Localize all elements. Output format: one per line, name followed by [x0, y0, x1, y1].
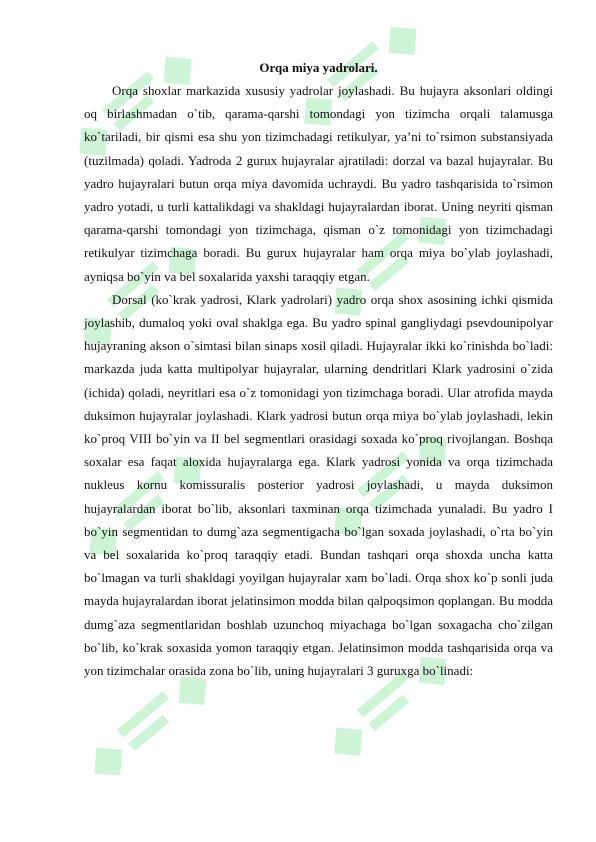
document-title: Orqa miya yadrolari. [259, 60, 378, 75]
paragraph-1: Orqa shoxlar markazida xususiy yadrolar joylashadi. Bu hujayra aksonlari oldingi oq birlashmadan o`tib, qarama-qarshi tomondagi yon tizimcha orqali talamusga ko`tariladi, bir qismi esa shu yon tizimchadagi retikulyar, ya’ni to`rsimon substansiyada (tuzilmada) qoladi. Yadroda 2 gurux hujayralar ajratiladi: dorzal va bazal hujayralar. Bu yadro hujayralari butun orqa miya davomida uchraydi. Bu yadro tashqarisida to`rsimon yadro yotadi, u turli kattalikdagi va shakldagi hujayralardan iborat. Uning neyriti qisman qarama-qarshi tomondagi yon tizimchaga, qisman o`z tomonidagi yon tizimchadagi retikulyar tizimchaga boradi. Bu gurux hujayralar ham orqa miya bo`ylab joylashadi, ayniqsa bo`yin va bel soxalarida yaxshi taraqqiy etgan. [84, 83, 553, 284]
document-body [84, 56, 553, 682]
paragraph-2: Dorsal (ko`krak yadrosi, Klark yadrolari) yadro orqa shox asosining ichki qismida joylashib, dumaloq yoki oval shaklga ega. Bu yadro spinal gangliydagi psevdounipolyar hujayraning akson o`simtasi bilan sinaps xosil qiladi. Hujayralar ikki ko`rinishda bo`ladi: markazda juda katta multipolyar hujayralar, ularning dendritlari Klark yadrosini o`zida (ichida) qoladi, neyritlari esa o`z tomonidagi yon tizimchaga boradi. Ular atrofida mayda duksimon hujayralar joylashadi. Klark yadrosi butun orqa miya bo`ylab joylashadi, lekin ko`proq VIII bo`yin va II bel segmentlari orasidagi soxada ko`proq rivojlangan. Boshqa soxalar esa faqat aloxida hujayralarga ega. Klark yadrosi yonida va orqa tizimchada nukleus kornu komissuralis posterior yadrosi joylashadi, u mayda duksimon hujayralardan iborat bo`lib, aksonlari taxminan orqa tizimchada yunaladi. Bu yadro I bo`yin segmentidan to dumg`aza segmentigacha bo`lgan soxada joylashadi, o`rta bo`yin va bel soxalarida ko`proq taraqqiy etadi. Bundan tashqari orqa shoxda uncha katta bo`lmagan va turli shakldagi yoyilgan hujayralar xam bo`ladi. Orqa shox ko`p sonli juda mayda hujayralardan iborat jelatinsimon modda bilan qalpoqsimon qoplangan. Bu modda dumg`aza segmentlaridan boshlab uzunchoq miyachaga bo`lgan soxagacha cho`zilgan bo`lib, ko`krak soxasida yomon taraqqiy etgan. Jelatinsimon modda tashqarisida orqa va yon tizimchalar orasida zona bo`lib, uning hujayralari 3 guruxga bo`linadi: [84, 291, 553, 679]
